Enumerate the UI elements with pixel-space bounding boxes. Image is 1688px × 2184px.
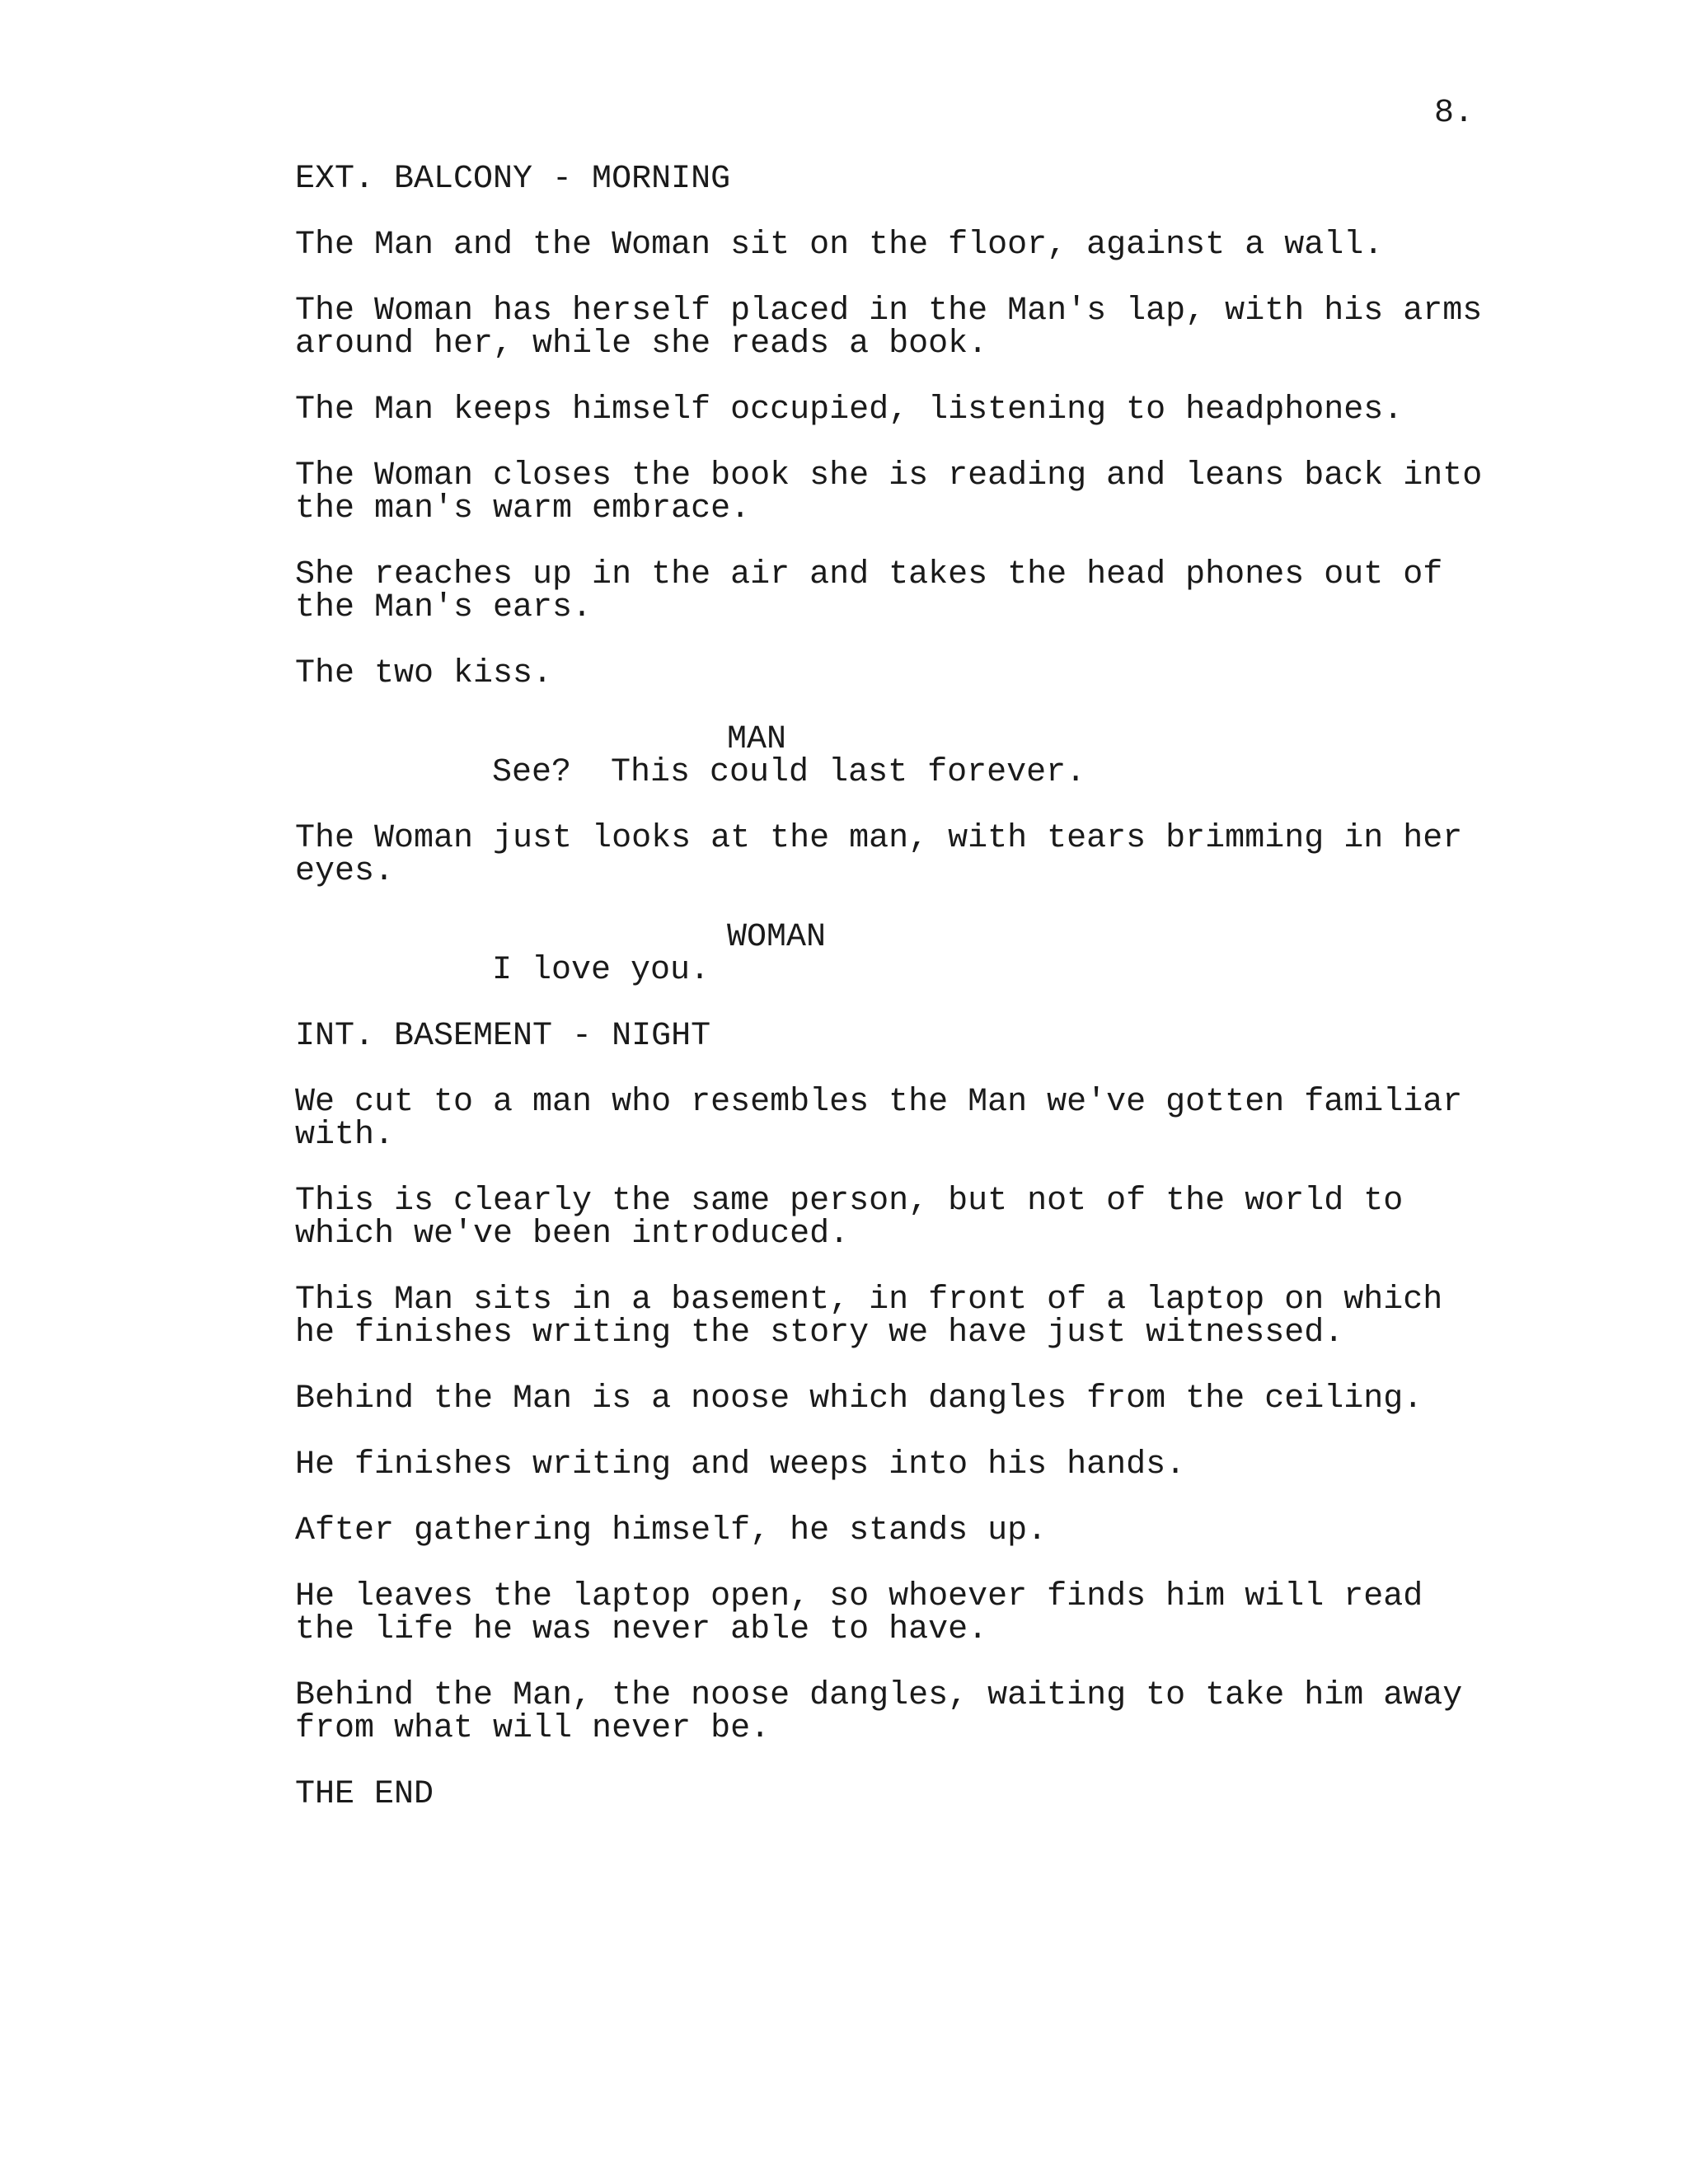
action-block — [295, 1512, 1490, 1549]
scene-heading — [295, 1020, 1490, 1053]
action-block — [295, 556, 1490, 626]
script-line: He leaves the laptop open, so whoever finds him will read — [295, 1578, 1423, 1615]
scene-heading — [295, 163, 1490, 196]
script-line: After gathering himself, he stands up. — [295, 1512, 1048, 1549]
action-block — [295, 655, 1490, 692]
script-line: INT. BASEMENT - NIGHT — [295, 1018, 711, 1055]
dialogue-line: See? This could last forever. — [492, 754, 1086, 791]
script-line: This Man sits in a basement, in front of a laptop on which — [295, 1282, 1443, 1319]
block-spacer — [295, 361, 1490, 394]
block-spacer — [295, 196, 1490, 229]
script-body — [295, 163, 1490, 1811]
transition — [295, 1776, 1490, 1813]
action-block — [295, 1086, 1490, 1152]
block-spacer — [295, 1647, 1490, 1680]
block-spacer — [295, 987, 1490, 1020]
script-line: The Man and the Woman sit on the floor, against a wall. — [295, 227, 1384, 264]
action-block — [295, 1284, 1490, 1350]
dialogue-block — [295, 721, 1490, 791]
script-line: The Man keeps himself occupied, listening to headphones. — [295, 391, 1404, 429]
dialogue-line: I love you. — [492, 952, 710, 989]
script-line: eyes. — [295, 853, 395, 890]
script-line: he finishes writing the story we have just witnessed. — [295, 1315, 1344, 1352]
page-number: 8. — [1434, 95, 1475, 132]
script-line: the Man's ears. — [295, 589, 593, 626]
script-line: She reaches up in the air and takes the head phones out of — [295, 556, 1443, 593]
script-line: around her, while she reads a book. — [295, 326, 988, 363]
dialogue-block — [295, 921, 1490, 987]
script-line: The Woman just looks at the man, with tears brimming in her — [295, 820, 1463, 857]
script-line: THE END — [295, 1776, 434, 1813]
action-block — [295, 457, 1490, 527]
script-line: with. — [295, 1117, 395, 1154]
action-block — [295, 1185, 1490, 1251]
script-line: Behind the Man is a noose which dangles from the ceiling. — [295, 1380, 1423, 1418]
block-spacer — [295, 427, 1490, 460]
action-block — [295, 229, 1490, 262]
action-block — [295, 295, 1490, 361]
block-spacer — [295, 1350, 1490, 1383]
script-line: the man's warm embrace. — [295, 490, 751, 527]
action-block — [295, 1446, 1490, 1483]
script-line: This is clearly the same person, but not of the world to — [295, 1183, 1404, 1220]
script-line: from what will never be. — [295, 1710, 771, 1747]
block-spacer — [295, 625, 1490, 658]
action-block — [295, 820, 1490, 890]
script-line: EXT. BALCONY - MORNING — [295, 161, 731, 198]
script-line: the life he was never able to have. — [295, 1611, 988, 1648]
block-spacer — [295, 790, 1490, 823]
script-line: He finishes writing and weeps into his hands. — [295, 1446, 1186, 1483]
action-block — [295, 391, 1490, 429]
block-spacer — [295, 526, 1490, 559]
block-spacer — [295, 888, 1490, 921]
action-block — [295, 1677, 1490, 1747]
block-spacer — [295, 691, 1490, 724]
character-name: WOMAN — [727, 919, 827, 956]
block-spacer — [295, 1482, 1490, 1515]
block-spacer — [295, 1548, 1490, 1581]
character-name: MAN — [727, 721, 787, 758]
action-block — [295, 1380, 1490, 1418]
script-line: The Woman has herself placed in the Man's lap, with his arms — [295, 293, 1483, 330]
script-line: The two kiss. — [295, 655, 553, 692]
block-spacer — [295, 1746, 1490, 1779]
block-spacer — [295, 1251, 1490, 1284]
action-block — [295, 1578, 1490, 1648]
block-spacer — [295, 1053, 1490, 1086]
script-line: which we've been introduced. — [295, 1216, 850, 1253]
script-line: We cut to a man who resembles the Man we've gotten familiar — [295, 1084, 1463, 1121]
script-line: The Woman closes the book she is reading and leans back into — [295, 457, 1483, 494]
block-spacer — [295, 1416, 1490, 1449]
block-spacer — [295, 1152, 1490, 1185]
script-line: Behind the Man, the noose dangles, waiting to take him away — [295, 1677, 1463, 1714]
block-spacer — [295, 262, 1490, 295]
